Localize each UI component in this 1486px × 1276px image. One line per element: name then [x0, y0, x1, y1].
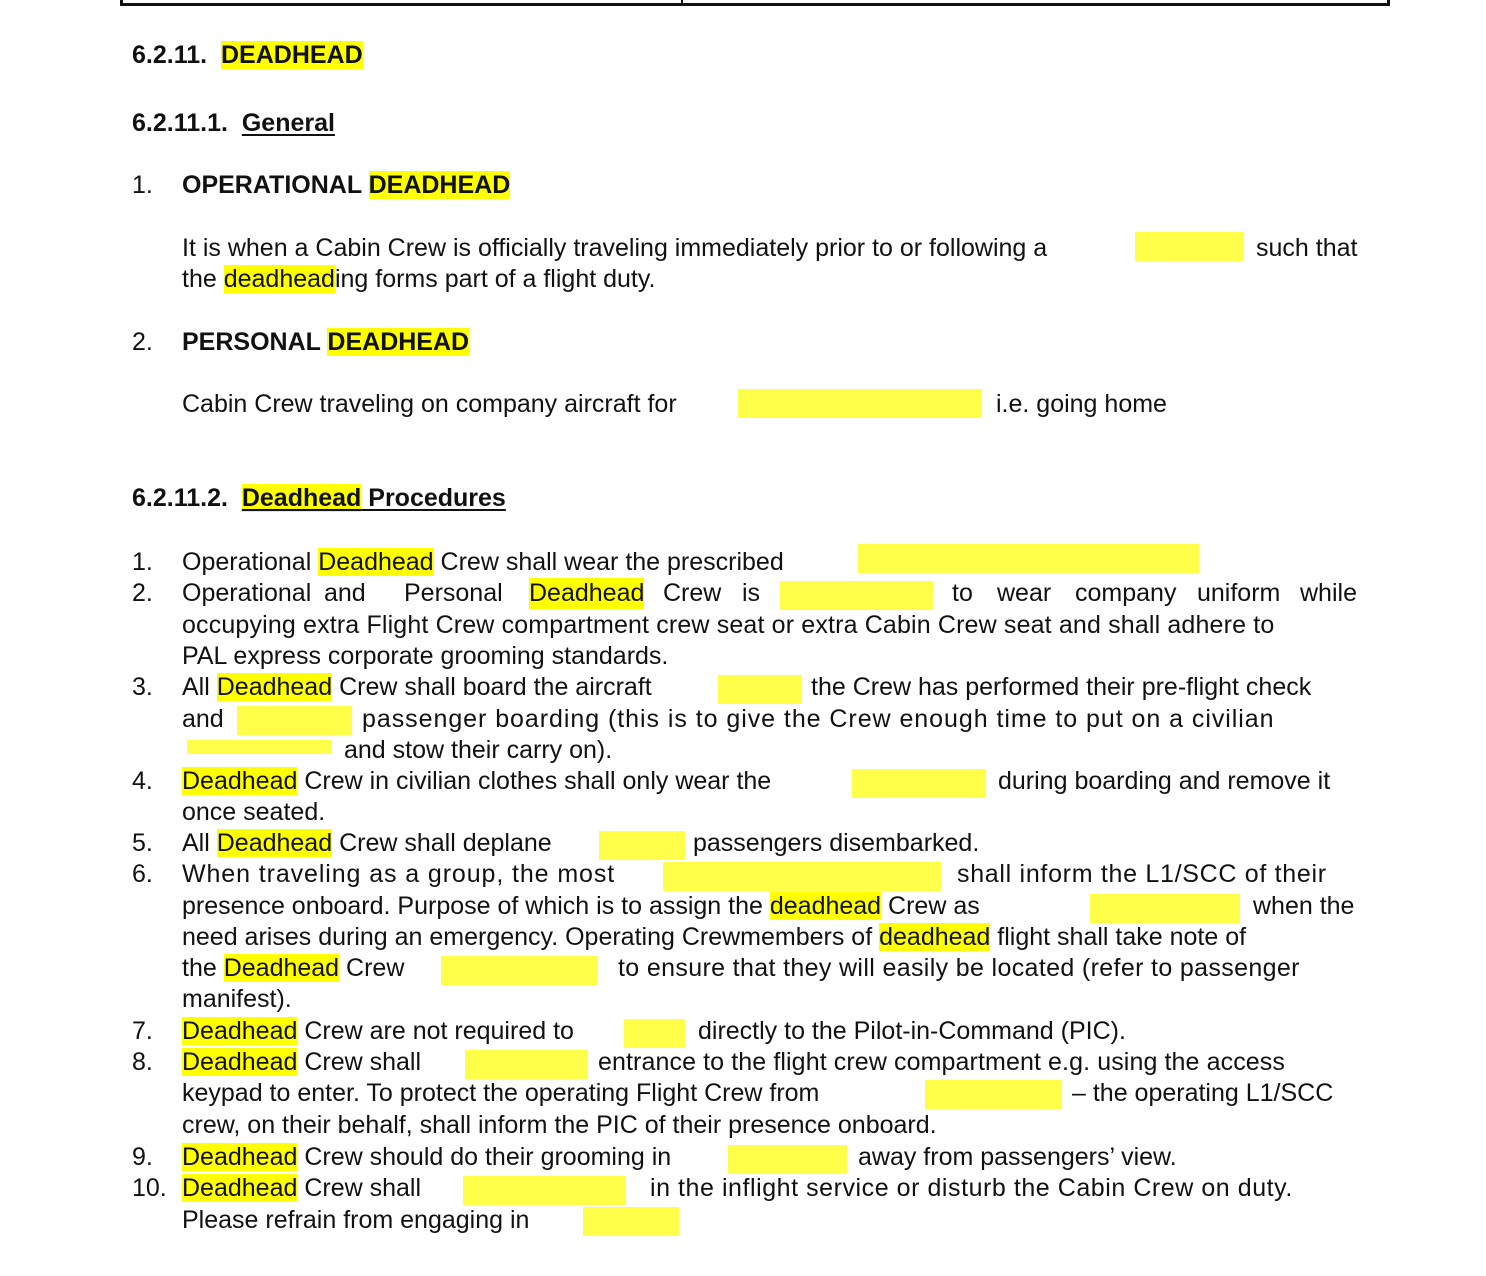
proc6-line1a: When traveling as a group, the most: [182, 860, 616, 888]
redaction-box: [852, 769, 986, 798]
operational-def-line2: [182, 264, 655, 295]
general-number: 6.2.11.1.: [132, 109, 228, 137]
text: presence onboard. Purpose of which is to assign the: [182, 892, 770, 920]
item-number: 10.: [132, 1174, 167, 1202]
proc2-line3: PAL express corporate grooming standards.: [182, 642, 669, 670]
redaction-box: [738, 389, 982, 418]
highlight: Deadhead: [182, 1048, 298, 1076]
personal-def-line1: Cabin Crew traveling on company aircraft for: [182, 390, 677, 418]
text: while: [1300, 579, 1357, 607]
table-divider: [681, 0, 683, 3]
proc6-line3: [182, 922, 1246, 953]
text: Personal: [404, 579, 503, 607]
text: Crew: [663, 579, 722, 607]
item-number: 9.: [132, 1143, 153, 1171]
proc6-line5: manifest).: [182, 985, 292, 1013]
redaction-box: [1135, 232, 1244, 261]
text: to: [952, 579, 973, 607]
text: company: [1075, 579, 1177, 607]
proc8-line3: crew, on their behalf, shall inform the PIC of their presence onboard.: [182, 1111, 937, 1139]
operational-def-line1: It is when a Cabin Crew is officially traveling immediately prior to or following a: [182, 234, 1048, 262]
proc5-line1b: passengers disembarked.: [693, 829, 980, 857]
highlight: Deadhead: [182, 1143, 298, 1171]
title-highlight: DEADHEAD: [368, 171, 511, 199]
redaction-box: [599, 831, 685, 860]
highlight: Deadhead: [216, 829, 333, 857]
redaction-box: [237, 706, 352, 735]
redaction-box: [583, 1207, 679, 1236]
highlight: deadhead: [769, 892, 882, 920]
proc8-line2a: keypad to enter. To protect the operating Flight Crew from: [182, 1079, 820, 1107]
proc3-line1b: the Crew has performed their pre-flight check: [811, 673, 1312, 701]
procedures-title: Procedures: [361, 484, 506, 512]
text: and: [324, 579, 366, 607]
redaction-box: [441, 956, 598, 985]
proc8-line1a: [182, 1047, 421, 1078]
operational-deadhead-title: [182, 170, 510, 201]
text: ing forms part of a flight duty.: [334, 265, 656, 293]
item-number: 7.: [132, 1017, 153, 1045]
procedures-number: 6.2.11.2.: [132, 484, 228, 512]
redaction-box: [925, 1080, 1062, 1109]
text: Operational: [182, 548, 319, 576]
text: Crew in civilian clothes shall only wear the: [297, 767, 772, 795]
redaction-box: [780, 581, 933, 610]
proc3-line2b: passenger boarding (this is to give the Crew enough time to put on a civilian: [362, 705, 1275, 733]
proc9-line1b: away from passengers’ view.: [858, 1143, 1177, 1171]
text: All: [182, 673, 217, 701]
highlight: Deadhead: [223, 954, 340, 982]
item-number: 8.: [132, 1048, 153, 1076]
text: Crew: [339, 954, 405, 982]
text: is: [742, 579, 761, 607]
item-number: 1.: [132, 171, 153, 199]
table-border-top: [120, 0, 1390, 6]
proc6-line4a: [182, 953, 404, 984]
general-heading: [132, 108, 335, 139]
item-number: 4.: [132, 767, 153, 795]
text: Crew shall: [297, 1048, 422, 1076]
title-text: PERSONAL: [182, 328, 328, 356]
text: flight shall take note of: [990, 923, 1247, 951]
proc8-line1b: entrance to the flight crew compartment e.g. using the access: [598, 1048, 1286, 1076]
proc2-line2: occupying extra Flight Crew compartment crew seat or extra Cabin Crew seat and shall adhere to: [182, 611, 1275, 639]
proc2-line1: [182, 578, 1365, 609]
proc6-line2a: [182, 891, 980, 922]
proc8-line2b: – the operating L1/SCC: [1072, 1079, 1334, 1107]
redaction-box: [187, 740, 332, 754]
text: the: [182, 954, 224, 982]
proc5-line1a: [182, 828, 552, 859]
personal-def-line1-end: i.e. going home: [996, 390, 1167, 418]
text: Crew are not required to: [297, 1017, 574, 1045]
text: Crew shall deplane: [332, 829, 552, 857]
highlight: Deadhead: [182, 1017, 298, 1045]
procedures-title-highlight: Deadhead: [241, 484, 362, 512]
proc7-line1a: [182, 1016, 574, 1047]
highlight: Deadhead: [182, 767, 298, 795]
highlight: Deadhead: [318, 548, 434, 576]
proc3-line1a: [182, 672, 652, 703]
proc4-line2: once seated.: [182, 798, 326, 826]
section-heading: [132, 40, 363, 71]
text: uniform: [1197, 579, 1281, 607]
proc4-line1b: during boarding and remove it: [998, 767, 1331, 795]
redaction-box: [663, 862, 941, 891]
item-number: 2.: [132, 579, 153, 607]
title-highlight: DEADHEAD: [327, 328, 470, 356]
section-number: 6.2.11.: [132, 41, 208, 69]
text: wear: [997, 579, 1052, 607]
redaction-box: [624, 1019, 685, 1048]
proc7-line1b: directly to the Pilot-in-Command (PIC).: [698, 1017, 1126, 1045]
item-number: 3.: [132, 673, 153, 701]
text: Crew shall: [297, 1174, 422, 1202]
redaction-box: [718, 675, 802, 704]
text: Crew shall wear the prescribed: [433, 548, 784, 576]
proc3-line3: and stow their carry on).: [344, 736, 613, 764]
proc6-line1b: shall inform the L1/SCC of their: [957, 860, 1327, 888]
highlight: deadhead: [223, 265, 335, 293]
redaction-box: [1090, 894, 1240, 923]
item-number: 2.: [132, 328, 153, 356]
text: All: [182, 829, 217, 857]
text: Operational: [182, 579, 312, 607]
redaction-box: [463, 1176, 626, 1205]
personal-deadhead-title: [182, 327, 469, 358]
procedures-heading: [132, 483, 506, 514]
redaction-box: [728, 1145, 847, 1174]
proc6-line4b: to ensure that they will easily be located (refer to passenger: [618, 954, 1300, 982]
item-number: 6.: [132, 860, 153, 888]
highlight: Deadhead: [216, 673, 333, 701]
redaction-box: [465, 1050, 588, 1079]
highlight: deadhead: [879, 923, 991, 951]
text: Crew shall board the aircraft: [332, 673, 652, 701]
text: need arises during an emergency. Operating Crewmembers of: [182, 923, 880, 951]
proc3-line2a: and: [182, 705, 224, 733]
proc6-line2b: when the: [1253, 892, 1355, 920]
highlight: Deadhead: [529, 579, 645, 607]
operational-def-line1-end: such that: [1256, 234, 1358, 262]
proc1-text: [182, 547, 784, 578]
highlight: Deadhead: [182, 1174, 298, 1202]
general-title: General: [241, 109, 335, 137]
proc9-line1a: [182, 1142, 671, 1173]
item-number: 5.: [132, 829, 153, 857]
text: the: [182, 265, 224, 293]
redaction-box: [858, 544, 1199, 573]
proc10-line1a: [182, 1173, 421, 1204]
proc4-line1a: [182, 766, 771, 797]
item-number: 1.: [132, 548, 153, 576]
text: Crew as: [881, 892, 980, 920]
proc10-line1b: in the inflight service or disturb the Cabin Crew on duty.: [650, 1174, 1293, 1202]
proc10-line2: Please refrain from engaging in: [182, 1206, 530, 1234]
section-title: DEADHEAD: [220, 41, 363, 69]
text: Crew should do their grooming in: [297, 1143, 672, 1171]
title-text: OPERATIONAL: [182, 171, 369, 199]
